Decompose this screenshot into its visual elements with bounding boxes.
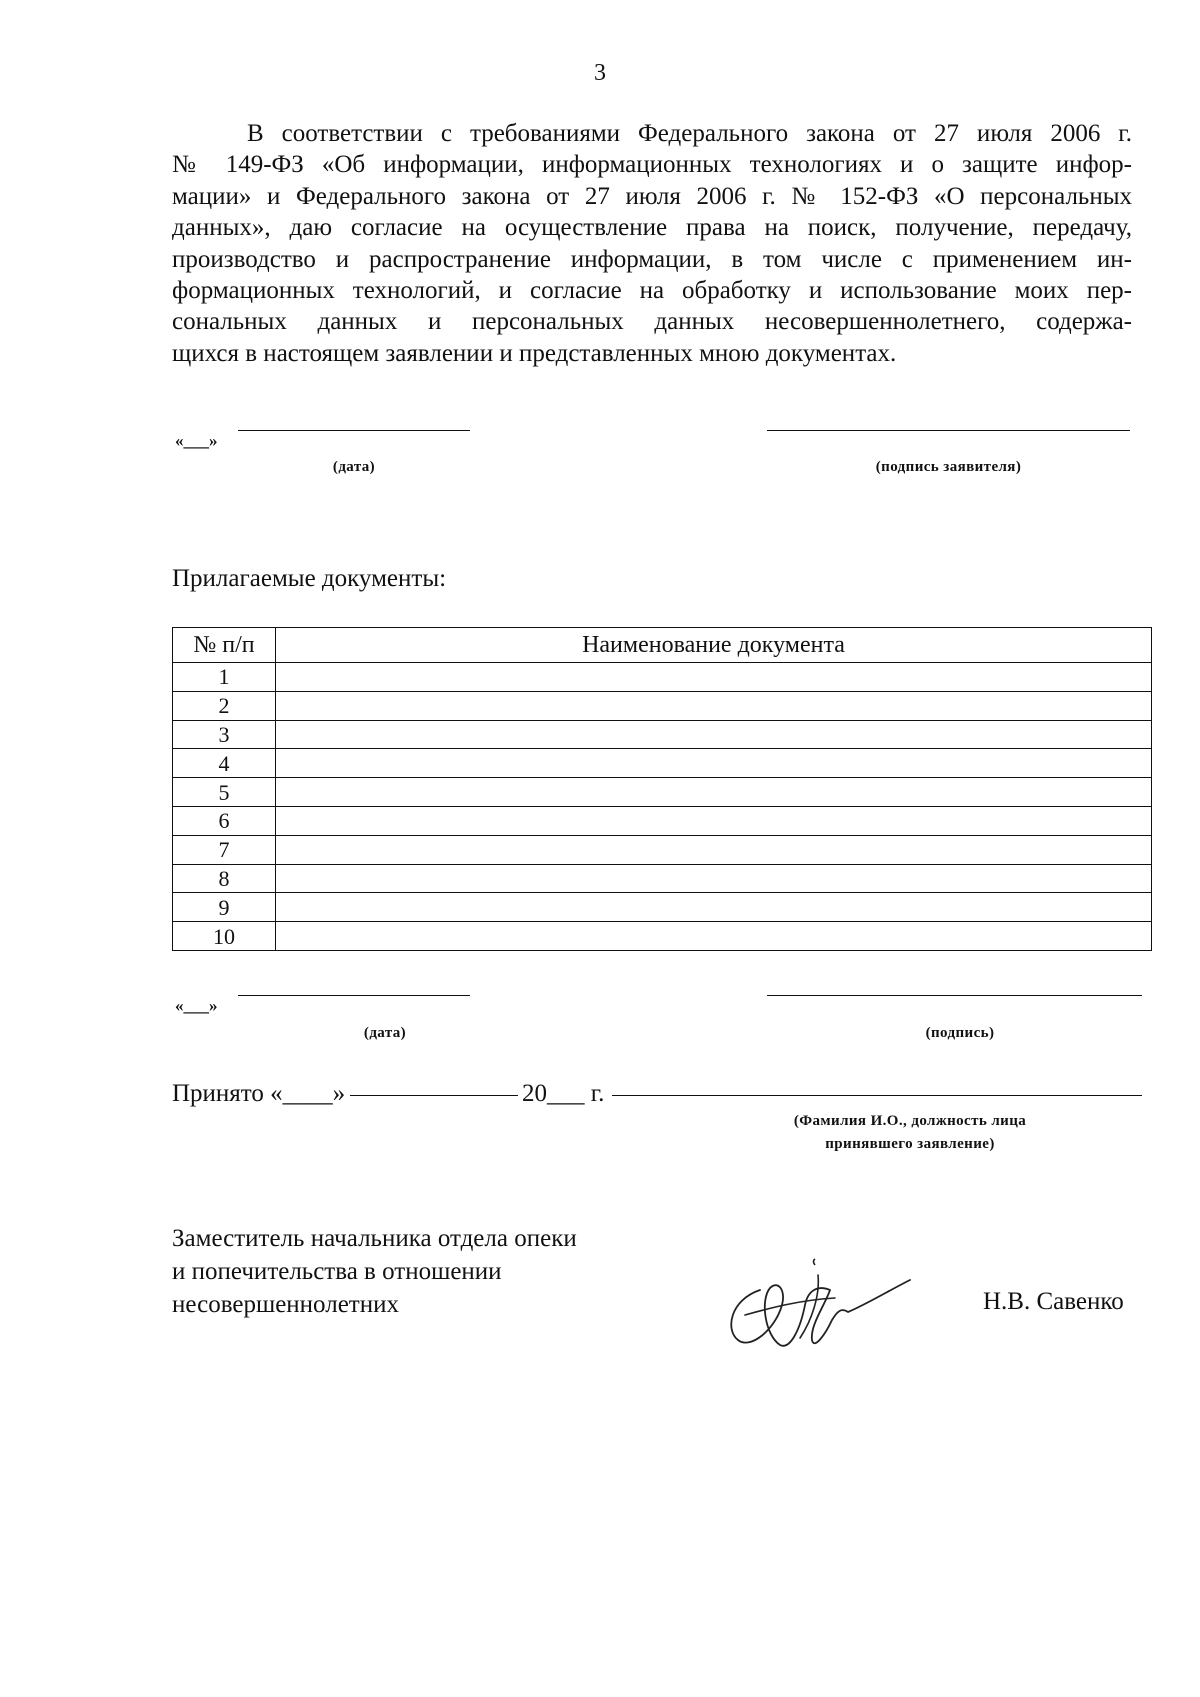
position-line: и попечительства в отношении <box>172 1258 502 1285</box>
row-number: 2 <box>173 691 276 720</box>
row-number: 10 <box>173 922 276 951</box>
date-caption-2: (дата) <box>363 1025 407 1041</box>
paragraph-line: производство и распространение информации, в том числе с применением ин- <box>172 245 1132 273</box>
position-line: Заместитель начальника отдела опеки <box>172 1225 577 1252</box>
table-row <box>173 835 1152 864</box>
table-row <box>173 720 1152 749</box>
accepted-date-line <box>350 1095 518 1096</box>
handwritten-signature <box>720 1250 920 1355</box>
date-caption: (дата) <box>332 459 376 475</box>
table-row <box>173 806 1152 835</box>
table-row <box>173 749 1152 778</box>
paragraph-line: сональных данных и персональных данных несовершеннолетнего, содержа- <box>172 308 1132 336</box>
accepted-official-line <box>612 1095 1142 1096</box>
row-number: 5 <box>173 778 276 807</box>
paragraph-line: щихся в настоящем заявлении и представленных мною документах. <box>172 339 897 367</box>
document-name-cell <box>276 864 1152 893</box>
row-number: 9 <box>173 893 276 922</box>
paragraph-line: В соответствии с требованиями Федерального закона от 27 июля 2006 г. <box>247 120 1132 147</box>
table-row <box>173 922 1152 951</box>
document-name-cell <box>276 720 1152 749</box>
signatory-name: Н.В. Савенко <box>983 1288 1124 1315</box>
table-row <box>173 778 1152 807</box>
document-name-cell <box>276 778 1152 807</box>
document-name-cell <box>276 806 1152 835</box>
row-number: 8 <box>173 864 276 893</box>
attachments-heading: Прилагаемые документы: <box>172 565 447 592</box>
accepted-caption-line1: (Фамилия И.О., должность лица <box>793 1113 1027 1129</box>
page-number: 3 <box>594 60 606 86</box>
column-header-number: № п/п <box>173 628 276 663</box>
document-name-cell <box>276 663 1152 692</box>
row-number: 3 <box>173 720 276 749</box>
paragraph-line: данных», даю согласие на осуществление права на поиск, получение, передачу, <box>172 214 1132 242</box>
date-prefix: «___» <box>175 431 218 450</box>
signatory-position <box>172 1222 577 1321</box>
table-row <box>173 893 1152 922</box>
accepted-caption-line2: принявшего заявление) <box>825 1136 995 1152</box>
accepted-year: 20___ г. <box>522 1080 605 1107</box>
position-line: несовершеннолетних <box>172 1291 399 1318</box>
table-header-row <box>173 628 1152 663</box>
row-number: 4 <box>173 749 276 778</box>
applicant-signature-caption: (подпись заявителя) <box>875 459 1022 475</box>
date-prefix-2: «___» <box>175 996 218 1015</box>
row-number: 7 <box>173 835 276 864</box>
table-row <box>173 691 1152 720</box>
date-line <box>238 430 470 431</box>
table-row <box>173 663 1152 692</box>
consent-paragraph <box>172 118 1132 369</box>
document-name-cell <box>276 922 1152 951</box>
date-line-2 <box>238 995 470 996</box>
paragraph-line: № 149-ФЗ «Об информации, информационных технологиях и о защите инфор- <box>172 151 1132 179</box>
table-row <box>173 864 1152 893</box>
document-name-cell <box>276 749 1152 778</box>
column-header-document-name: Наименование документа <box>276 628 1152 663</box>
document-name-cell <box>276 893 1152 922</box>
accepted-prefix: Принято «____» <box>172 1080 346 1107</box>
document-name-cell <box>276 835 1152 864</box>
signature-caption-2: (подпись) <box>925 1025 995 1041</box>
row-number: 6 <box>173 806 276 835</box>
signature-line-2 <box>767 995 1142 996</box>
paragraph-line: формационных технологий, и согласие на обработку и использование моих пер- <box>172 277 1132 305</box>
paragraph-line: мации» и Федерального закона от 27 июля 2006 г. № 152-ФЗ «О персональных <box>172 182 1132 210</box>
document-name-cell <box>276 691 1152 720</box>
row-number: 1 <box>173 663 276 692</box>
attachments-table <box>172 627 1152 951</box>
applicant-signature-line <box>767 430 1130 431</box>
